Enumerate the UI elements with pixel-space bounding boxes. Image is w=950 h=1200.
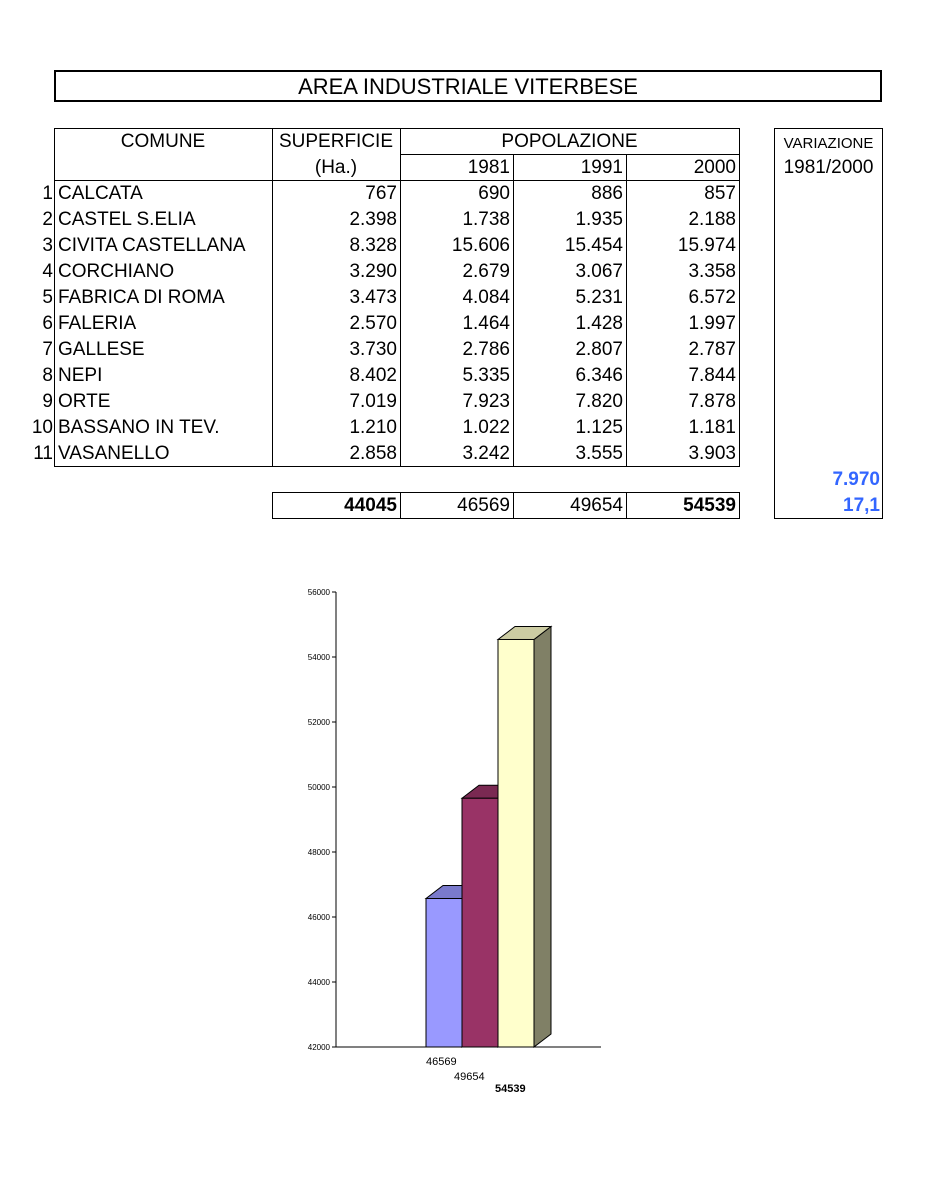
cell-p1991: 1.125 (575, 417, 623, 438)
cell-p1981: 1.022 (462, 417, 510, 438)
header-superficie-unit: (Ha.) (314, 157, 358, 178)
total-superficie: 44045 (344, 495, 397, 516)
table-rule (272, 492, 740, 493)
y-tick-label: 56000 (307, 588, 330, 597)
cell-superficie: 8.328 (349, 235, 397, 256)
row-number: 3 (42, 235, 53, 256)
table-rule (272, 518, 740, 519)
cell-superficie: 7.019 (349, 391, 397, 412)
table-rule (54, 128, 740, 129)
cell-superficie: 8.402 (349, 365, 397, 386)
header-comune: COMUNE (120, 131, 206, 152)
cell-p1991: 3.555 (575, 443, 623, 464)
cell-superficie: 3.290 (349, 261, 397, 282)
category-label: 46569 (426, 1056, 457, 1068)
cell-comune: NEPI (58, 365, 103, 386)
cell-comune: CIVITA CASTELLANA (58, 235, 246, 256)
table-rule (626, 492, 627, 519)
cell-p1981: 5.335 (462, 365, 510, 386)
variazione-box (774, 128, 883, 519)
row-number: 7 (42, 339, 53, 360)
category-label: 49654 (454, 1071, 485, 1083)
sheet-title: AREA INDUSTRIALE VITERBESE (54, 70, 882, 102)
bar-top-3 (498, 626, 551, 639)
cell-p1981: 690 (478, 183, 510, 204)
table-rule (626, 154, 627, 467)
cell-comune: GALLESE (58, 339, 145, 360)
cell-comune: CALCATA (58, 183, 143, 204)
cell-p2000: 6.572 (688, 287, 736, 308)
bar-2 (462, 798, 498, 1047)
header-superficie: SUPERFICIE (278, 131, 394, 152)
total-2000: 54539 (683, 495, 736, 516)
bar-1 (426, 899, 462, 1047)
table-rule (54, 466, 740, 467)
cell-superficie: 3.473 (349, 287, 397, 308)
total-1981: 46569 (457, 495, 510, 516)
header-popolazione: POPOLAZIONE (501, 131, 638, 152)
row-number: 4 (42, 261, 53, 282)
variazione-range: 1981/2000 (783, 157, 874, 178)
y-tick-label: 50000 (307, 783, 330, 792)
cell-p1981: 15.606 (451, 235, 510, 256)
cell-p2000: 1.997 (688, 313, 736, 334)
table-rule (739, 492, 740, 519)
header-year-1991: 1991 (580, 157, 623, 178)
header-year-2000: 2000 (693, 157, 736, 178)
table-rule (272, 128, 273, 467)
row-number: 10 (31, 417, 53, 438)
cell-comune: FALERIA (58, 313, 137, 334)
cell-comune: BASSANO IN TEV. (58, 417, 220, 438)
cell-superficie: 767 (365, 183, 397, 204)
total-1991: 49654 (570, 495, 623, 516)
cell-comune: VASANELLO (58, 443, 170, 464)
row-number: 9 (42, 391, 53, 412)
cell-p1981: 3.242 (462, 443, 510, 464)
cell-p1991: 7.820 (575, 391, 623, 412)
cell-p2000: 3.358 (688, 261, 736, 282)
variazione-header: VARIAZIONE (783, 135, 874, 152)
cell-p2000: 1.181 (688, 417, 736, 438)
cell-superficie: 2.398 (349, 209, 397, 230)
y-tick-label: 44000 (307, 978, 330, 987)
cell-p2000: 2.188 (688, 209, 736, 230)
variazione-percent: 17,1 (843, 495, 880, 516)
variazione-absolute: 7.970 (832, 469, 880, 490)
cell-p1991: 886 (591, 183, 623, 204)
row-number: 8 (42, 365, 53, 386)
bar-side-3 (534, 626, 551, 1047)
table-rule (400, 128, 401, 467)
cell-p1981: 2.786 (462, 339, 510, 360)
row-number: 2 (42, 209, 53, 230)
table-rule (739, 128, 740, 467)
cell-comune: CASTEL S.ELIA (58, 209, 196, 230)
table-rule (513, 492, 514, 519)
row-number: 5 (42, 287, 53, 308)
table-rule (513, 154, 514, 467)
cell-p2000: 2.787 (688, 339, 736, 360)
cell-superficie: 1.210 (349, 417, 397, 438)
header-year-1981: 1981 (467, 157, 510, 178)
bar-side-2 (498, 785, 515, 1047)
table-rule (400, 492, 401, 519)
y-tick-label: 46000 (307, 913, 330, 922)
cell-p1981: 1.738 (462, 209, 510, 230)
cell-p1991: 6.346 (575, 365, 623, 386)
cell-p1981: 2.679 (462, 261, 510, 282)
cell-p2000: 7.878 (688, 391, 736, 412)
table-rule (400, 154, 740, 155)
table-rule (54, 128, 55, 467)
cell-p1981: 4.084 (462, 287, 510, 308)
cell-p1991: 2.807 (575, 339, 623, 360)
row-number: 1 (42, 183, 53, 204)
cell-p1991: 1.428 (575, 313, 623, 334)
cell-superficie: 2.570 (349, 313, 397, 334)
y-tick-label: 48000 (307, 848, 330, 857)
table-rule (272, 492, 273, 519)
bar-top-1 (426, 886, 479, 899)
cell-p2000: 3.903 (688, 443, 736, 464)
bar-side-1 (462, 886, 479, 1047)
bar-top-2 (462, 785, 515, 798)
row-number: 11 (33, 443, 53, 464)
bar-3 (498, 639, 534, 1047)
category-label: 54539 (495, 1083, 526, 1095)
cell-p2000: 15.974 (677, 235, 736, 256)
cell-comune: ORTE (58, 391, 111, 412)
y-tick-label: 54000 (307, 653, 330, 662)
cell-p1981: 1.464 (462, 313, 510, 334)
cell-p1991: 3.067 (575, 261, 623, 282)
row-number: 6 (42, 313, 53, 334)
cell-p1991: 5.231 (575, 287, 623, 308)
cell-p1981: 7.923 (462, 391, 510, 412)
cell-p2000: 857 (704, 183, 736, 204)
cell-comune: CORCHIANO (58, 261, 175, 282)
y-tick-label: 52000 (307, 718, 330, 727)
cell-p1991: 1.935 (575, 209, 623, 230)
y-tick-label: 42000 (307, 1043, 330, 1052)
cell-superficie: 3.730 (349, 339, 397, 360)
table-rule (54, 180, 740, 181)
cell-p2000: 7.844 (688, 365, 736, 386)
cell-p1991: 15.454 (564, 235, 623, 256)
cell-superficie: 2.858 (349, 443, 397, 464)
cell-comune: FABRICA DI ROMA (58, 287, 225, 308)
